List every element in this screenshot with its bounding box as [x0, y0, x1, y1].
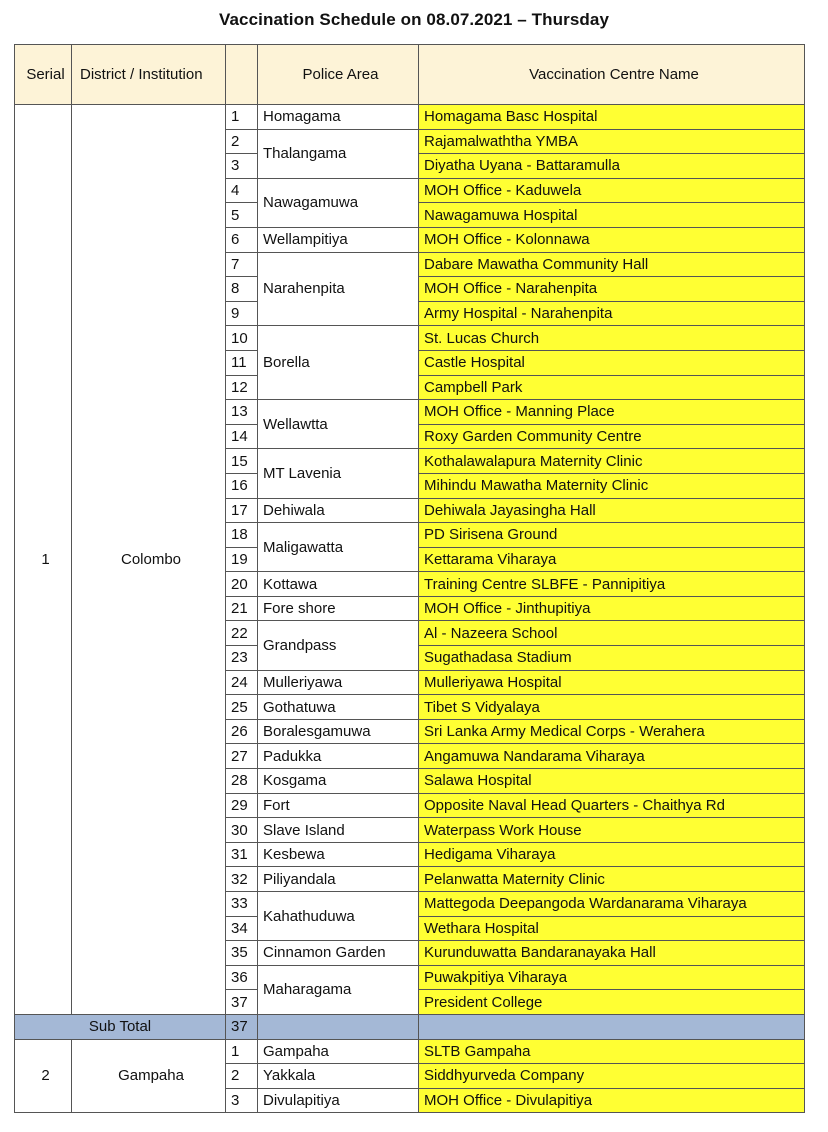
header-police-area: Police Area [258, 45, 419, 105]
row-number: 17 [226, 498, 258, 523]
police-area: Mulleriyawa [258, 670, 419, 695]
police-area: Boralesgamuwa [258, 719, 419, 744]
row-number: 3 [226, 154, 258, 179]
district-cell: Gampaha [72, 1039, 226, 1113]
row-number: 32 [226, 867, 258, 892]
table-row [15, 105, 805, 130]
row-number: 2 [226, 1064, 258, 1089]
police-area: Wellawtta [258, 400, 419, 449]
row-number: 34 [226, 916, 258, 941]
police-area: Piliyandala [258, 867, 419, 892]
police-area: Dehiwala [258, 498, 419, 523]
subtotal-row [15, 1014, 805, 1039]
centre-name: Mulleriyawa Hospital [419, 670, 805, 695]
row-number: 18 [226, 523, 258, 548]
centre-name: Al - Nazeera School [419, 621, 805, 646]
centre-name: Angamuwa Nandarama Viharaya [419, 744, 805, 769]
police-area: Kahathuduwa [258, 892, 419, 941]
centre-name: SLTB Gampaha [419, 1039, 805, 1064]
centre-name: Wethara Hospital [419, 916, 805, 941]
header-row [15, 45, 805, 105]
police-area: Nawagamuwa [258, 178, 419, 227]
header-centre: Vaccination Centre Name [419, 45, 805, 105]
row-number: 1 [226, 105, 258, 130]
row-number: 23 [226, 646, 258, 671]
row-number: 8 [226, 277, 258, 302]
centre-name: Pelanwatta Maternity Clinic [419, 867, 805, 892]
centre-name: Homagama Basc Hospital [419, 105, 805, 130]
row-number: 29 [226, 793, 258, 818]
centre-name: Dehiwala Jayasingha Hall [419, 498, 805, 523]
serial-cell: 2 [15, 1039, 72, 1113]
centre-name: Roxy Garden Community Centre [419, 424, 805, 449]
row-number: 2 [226, 129, 258, 154]
police-area: Gampaha [258, 1039, 419, 1064]
schedule-table [14, 44, 805, 1113]
page-title: Vaccination Schedule on 08.07.2021 – Thursday [219, 10, 609, 29]
row-number: 10 [226, 326, 258, 351]
centre-name: Tibet S Vidyalaya [419, 695, 805, 720]
centre-name: MOH Office - Narahenpita [419, 277, 805, 302]
police-area: Thalangama [258, 129, 419, 178]
row-number: 11 [226, 350, 258, 375]
police-area: Kesbewa [258, 842, 419, 867]
police-area: Grandpass [258, 621, 419, 670]
row-number: 19 [226, 547, 258, 572]
police-area: Narahenpita [258, 252, 419, 326]
police-area: Slave Island [258, 818, 419, 843]
centre-name: Waterpass Work House [419, 818, 805, 843]
header-district: District / Institution [72, 45, 226, 105]
row-number: 27 [226, 744, 258, 769]
row-number: 33 [226, 892, 258, 917]
subtotal-label: Sub Total [15, 1014, 226, 1039]
police-area: Cinnamon Garden [258, 941, 419, 966]
centre-name: Nawagamuwa Hospital [419, 203, 805, 228]
row-number: 37 [226, 990, 258, 1015]
subtotal-value: 37 [226, 1014, 258, 1039]
row-number: 6 [226, 227, 258, 252]
centre-name: Kurunduwatta Bandaranayaka Hall [419, 941, 805, 966]
row-number: 21 [226, 596, 258, 621]
centre-name: Hedigama Viharaya [419, 842, 805, 867]
table-row [15, 1039, 805, 1064]
serial-cell: 1 [15, 105, 72, 1015]
centre-name: Salawa Hospital [419, 769, 805, 794]
police-area: Maharagama [258, 965, 419, 1014]
centre-name: Sri Lanka Army Medical Corps - Werahera [419, 719, 805, 744]
centre-name: MOH Office - Kolonnawa [419, 227, 805, 252]
police-area: Padukka [258, 744, 419, 769]
row-number: 4 [226, 178, 258, 203]
centre-name: Campbell Park [419, 375, 805, 400]
centre-name: PD Sirisena Ground [419, 523, 805, 548]
police-area: Wellampitiya [258, 227, 419, 252]
row-number: 1 [226, 1039, 258, 1064]
centre-name: Kothalawalapura Maternity Clinic [419, 449, 805, 474]
police-area: Homagama [258, 105, 419, 130]
centre-name: Diyatha Uyana - Battaramulla [419, 154, 805, 179]
centre-name: Puwakpitiya Viharaya [419, 965, 805, 990]
centre-name: St. Lucas Church [419, 326, 805, 351]
row-number: 14 [226, 424, 258, 449]
row-number: 16 [226, 473, 258, 498]
header-serial: Serial [15, 45, 72, 105]
row-number: 31 [226, 842, 258, 867]
row-number: 13 [226, 400, 258, 425]
centre-name: MOH Office - Kaduwela [419, 178, 805, 203]
subtotal-empty [258, 1014, 419, 1039]
row-number: 35 [226, 941, 258, 966]
centre-name: Mattegoda Deepangoda Wardanarama Viharaya [419, 892, 805, 917]
district-cell: Colombo [72, 105, 226, 1015]
row-number: 7 [226, 252, 258, 277]
centre-name: Dabare Mawatha Community Hall [419, 252, 805, 277]
centre-name: Siddhyurveda Company [419, 1064, 805, 1089]
police-area: Fore shore [258, 596, 419, 621]
centre-name: MOH Office - Jinthupitiya [419, 596, 805, 621]
row-number: 20 [226, 572, 258, 597]
row-number: 36 [226, 965, 258, 990]
centre-name: Army Hospital - Narahenpita [419, 301, 805, 326]
centre-name: President College [419, 990, 805, 1015]
centre-name: MOH Office - Divulapitiya [419, 1088, 805, 1113]
row-number: 28 [226, 769, 258, 794]
police-area: MT Lavenia [258, 449, 419, 498]
row-number: 3 [226, 1088, 258, 1113]
police-area: Divulapitiya [258, 1088, 419, 1113]
centre-name: Mihindu Mawatha Maternity Clinic [419, 473, 805, 498]
row-number: 26 [226, 719, 258, 744]
row-number: 12 [226, 375, 258, 400]
header-number [226, 45, 258, 105]
row-number: 30 [226, 818, 258, 843]
row-number: 24 [226, 670, 258, 695]
centre-name: Rajamalwaththa YMBA [419, 129, 805, 154]
police-area: Fort [258, 793, 419, 818]
police-area: Yakkala [258, 1064, 419, 1089]
row-number: 5 [226, 203, 258, 228]
centre-name: Opposite Naval Head Quarters - Chaithya Rd [419, 793, 805, 818]
police-area: Maligawatta [258, 523, 419, 572]
police-area: Borella [258, 326, 419, 400]
centre-name: Castle Hospital [419, 350, 805, 375]
centre-name: Sugathadasa Stadium [419, 646, 805, 671]
row-number: 15 [226, 449, 258, 474]
police-area: Gothatuwa [258, 695, 419, 720]
row-number: 25 [226, 695, 258, 720]
centre-name: Kettarama Viharaya [419, 547, 805, 572]
subtotal-empty [419, 1014, 805, 1039]
centre-name: Training Centre SLBFE - Pannipitiya [419, 572, 805, 597]
police-area: Kottawa [258, 572, 419, 597]
police-area: Kosgama [258, 769, 419, 794]
centre-name: MOH Office - Manning Place [419, 400, 805, 425]
row-number: 9 [226, 301, 258, 326]
row-number: 22 [226, 621, 258, 646]
